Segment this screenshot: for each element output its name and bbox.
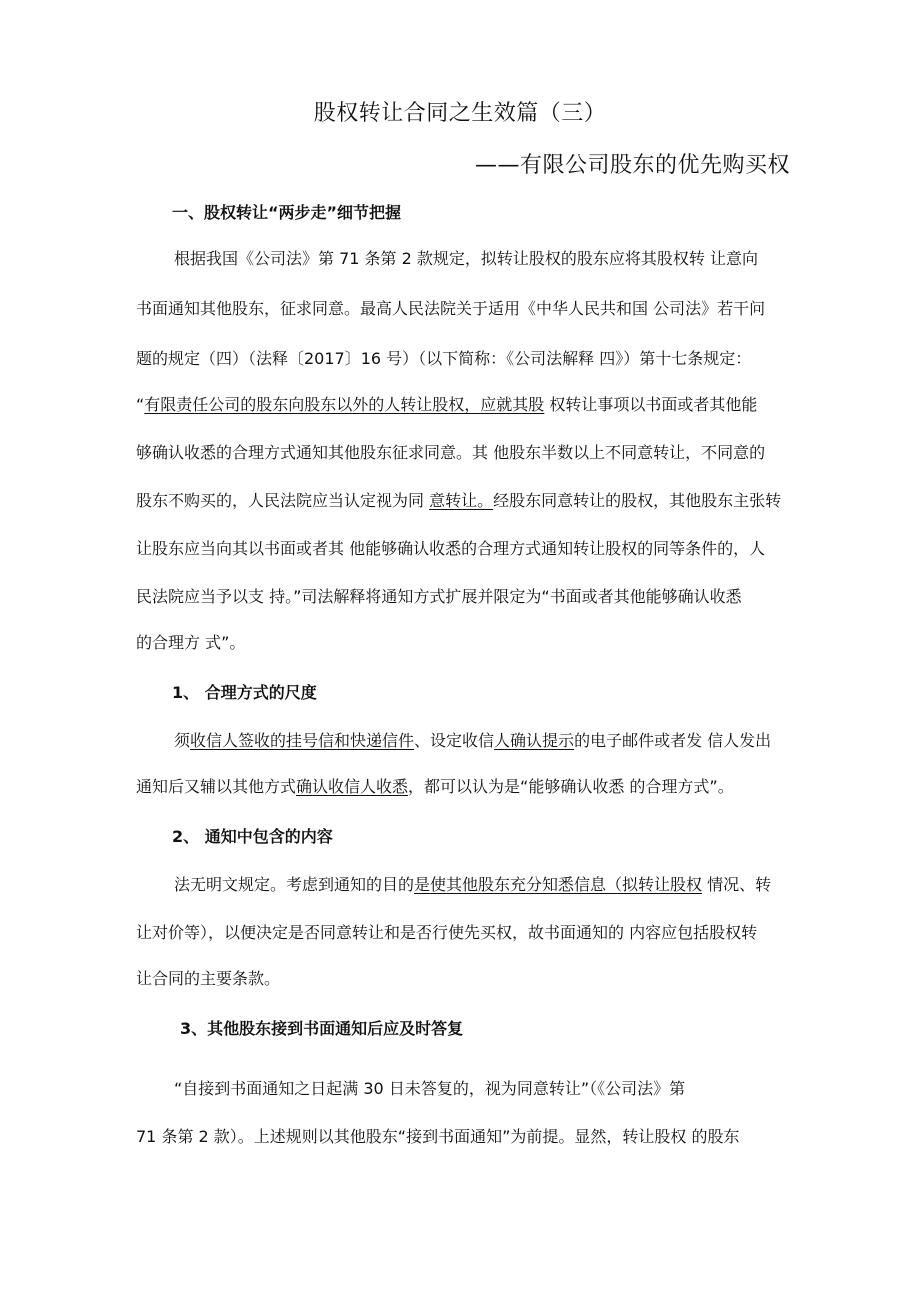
document-subtitle: ——有限公司股东的优先购买权	[474, 153, 790, 178]
subsection-1-heading: 1、 合理方式的尺度	[172, 683, 317, 702]
paragraph-line: 让对价等），以便决定是否同意转让和是否行使先买权，故书面通知的 内容应包括股权转	[136, 923, 758, 942]
paragraph-line: 够确认收悉的合理方式通知其他股东征求同意。其 他股东半数以上不同意转让，不同意的	[136, 443, 766, 462]
underlined-text: 是使其他股东充分知悉信息（拟转让股权	[414, 875, 703, 894]
paragraph-line: 民法院应当予以支 持。”司法解释将通知方式扩展并限定为“书面或者其他能够确认收悉	[136, 587, 742, 606]
paragraph-line: 让合同的主要条款。	[136, 969, 281, 988]
paragraph-line	[136, 392, 757, 415]
paragraph-line	[174, 728, 771, 751]
underlined-text: 收信人签收的挂号信和快递信件	[190, 731, 415, 750]
paragraph-line: 的合理方 式”。	[136, 633, 246, 652]
paragraph-line: 书面通知其他股东，征求同意。最高人民法院关于适用《中华人民共和国 公司法》若干问	[136, 299, 766, 318]
underlined-text: 有限责任公司的股东向股东以外的人转让股权，应就其股	[144, 395, 545, 414]
paragraph-line	[136, 488, 781, 511]
paragraph-line: “自接到书面通知之日起满 30 日未答复的，视为同意转让”（《公司法》第	[174, 1079, 686, 1098]
subsection-2-heading: 2、 通知中包含的内容	[172, 827, 333, 846]
text-span: 须	[174, 731, 191, 750]
text-span: 权转让事项以书面或者其他能	[544, 395, 758, 414]
text-span: 股东不购买的，人民法院应当认定视为同	[136, 491, 430, 510]
section-1-heading: 一、股权转让“两步走”细节把握	[172, 203, 402, 222]
underlined-text: 意转让。	[429, 491, 494, 510]
text-span: 情况、转	[702, 875, 772, 894]
quote-mark: “	[136, 395, 145, 414]
text-span: ，都可以认为是“能够确认收悉 的合理方式”。	[408, 777, 734, 796]
paragraph-line: 让股东应当向其以书面或者其 他能够确认收悉的合理方式通知转让股权的同等条件的，人	[136, 539, 766, 558]
paragraph-line	[136, 774, 734, 797]
underlined-text: 确认收信人收悉	[296, 777, 409, 796]
paragraph-line	[174, 872, 771, 895]
text-span: 经股东同意转让的股权，其他股东主张转	[493, 491, 782, 510]
text-span: 的电子邮件或者发 信人发出	[574, 731, 772, 750]
text-span: 、设定收信	[414, 731, 495, 750]
paragraph-line: 题的规定（四）（法释〔2017〕16 号）（以下简称：《公司法解释 四》）第十七条规定：	[136, 349, 752, 368]
paragraph-line: 71 条第 2 款）。上述规则以其他股东“接到书面通知”为前提。显然，转让股权 的股东	[136, 1127, 740, 1146]
text-span: 通知后又辅以其他方式	[136, 777, 297, 796]
document-title: 股权转让合同之生效篇（三）	[313, 101, 607, 126]
underlined-text: 人确认提示	[494, 731, 575, 750]
paragraph-line: 根据我国《公司法》第 71 条第 2 款规定，拟转让股权的股东应将其股权转 让意向	[174, 249, 758, 268]
text-span: 法无明文规定。考虑到通知的目的	[174, 875, 415, 894]
subsection-3-heading: 3、其他股东接到书面通知后应及时答复	[180, 1019, 464, 1038]
